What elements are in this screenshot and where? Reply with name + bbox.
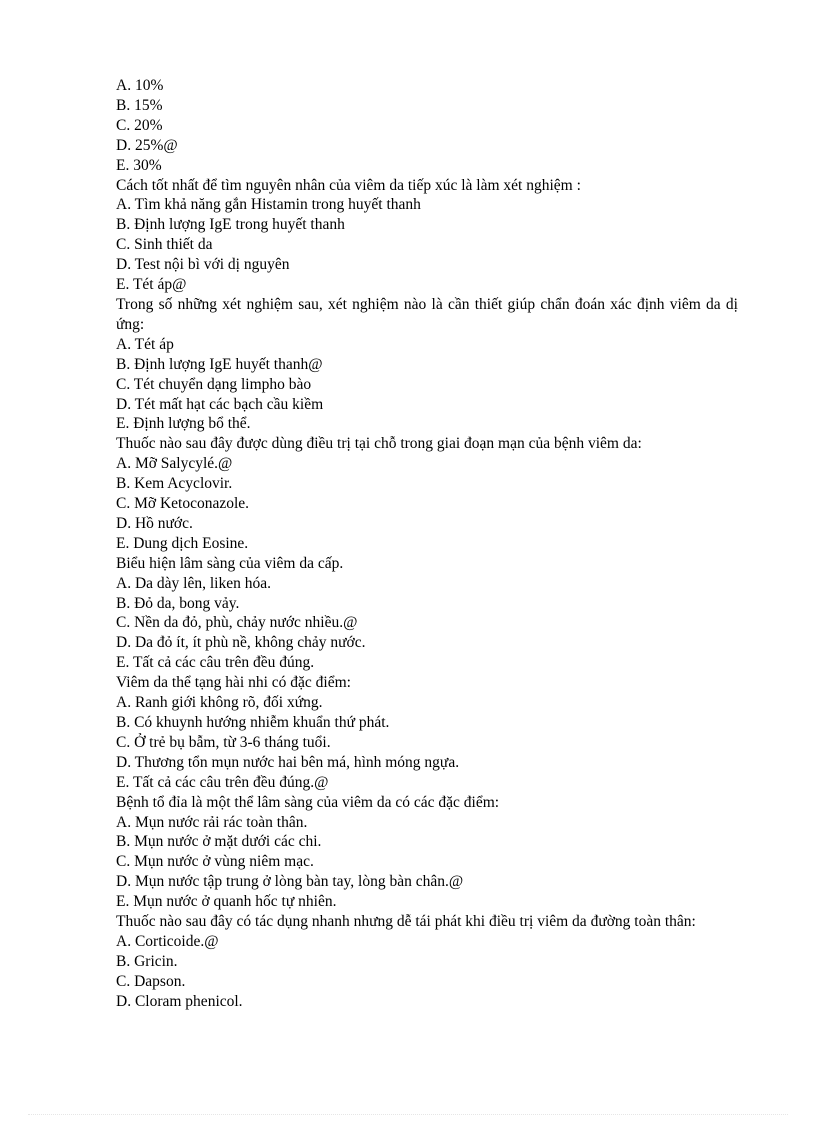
question-text: Thuốc nào sau đây được dùng điều trị tại chỗ trong giai đoạn mạn của bệnh viêm da: — [116, 435, 642, 453]
answer-option: B. Đỏ da, bong vảy. — [116, 594, 240, 612]
answer-option: B. 15% — [116, 96, 163, 114]
answer-option: B. Định lượng IgE trong huyết thanh — [116, 216, 345, 234]
question-text: Thuốc nào sau đây có tác dụng nhanh nhưng dễ tái phát khi điều trị viêm da đường toàn thân: — [116, 913, 696, 931]
answer-option: B. Mụn nước ở mặt dưới các chi. — [116, 833, 322, 851]
answer-option: B. Định lượng IgE huyết thanh@ — [116, 355, 323, 373]
answer-option: D. Test nội bì với dị nguyên — [116, 256, 290, 274]
question-text: Viêm da thể tạng hài nhi có đặc điểm: — [116, 674, 351, 692]
answer-option: D. 25%@ — [116, 136, 178, 154]
answer-option: E. Tất cả các câu trên đều đúng. — [116, 654, 315, 672]
answer-option: E. Mụn nước ở quanh hốc tự nhiên. — [116, 893, 337, 911]
page-bottom-divider — [28, 1114, 788, 1115]
answer-option: D. Hồ nước. — [116, 514, 193, 532]
answer-option: C. Mỡ Ketoconazole. — [116, 495, 250, 513]
answer-option: D. Tét mất hạt các bạch cầu kiềm — [116, 395, 324, 413]
answer-option: A. Tét áp — [116, 335, 174, 353]
answer-option: D. Thương tổn mụn nước hai bên má, hình móng ngựa. — [116, 753, 460, 771]
answer-option: C. Nền da đỏ, phù, chảy nước nhiều.@ — [116, 614, 358, 632]
answer-option: E. Định lượng bổ thể. — [116, 415, 251, 433]
answer-option: B. Gricin. — [116, 952, 178, 970]
answer-option: B. Kem Acyclovir. — [116, 475, 233, 493]
answer-option: A. Da dày lên, liken hóa. — [116, 574, 271, 592]
answer-option: E. 30% — [116, 156, 162, 174]
answer-option: C. 20% — [116, 116, 163, 134]
answer-option: A. Corticoide.@ — [116, 932, 219, 950]
answer-option: D. Da đỏ ít, ít phù nề, không chảy nước. — [116, 634, 366, 652]
answer-option: E. Tất cả các câu trên đều đúng.@ — [116, 773, 329, 791]
answer-option: C. Mụn nước ở vùng niêm mạc. — [116, 853, 314, 871]
answer-option: D. Mụn nước tập trung ở lòng bàn tay, lòng bàn chân.@ — [116, 873, 464, 891]
answer-option: E. Dung dịch Eosine. — [116, 534, 249, 552]
question-text: Cách tốt nhất để tìm nguyên nhân của viêm da tiếp xúc là làm xét nghiệm : — [116, 176, 581, 194]
answer-option: A. Ranh giới không rõ, đối xứng. — [116, 694, 323, 712]
question-text: Trong số những xét nghiệm sau, xét nghiệm nào là cần thiết giúp chẩn đoán xác định viêm da dị ứng: — [116, 295, 738, 333]
answer-option: C. Tét chuyển dạng limpho bào — [116, 375, 312, 393]
answer-option: B. Có khuynh hướng nhiễm khuẩn thứ phát. — [116, 714, 390, 731]
question-text: Biểu hiện lâm sàng của viêm da cấp. — [116, 554, 344, 572]
answer-option: A. Mụn nước rải rác toàn thân. — [116, 813, 308, 831]
question-text: Bệnh tổ đỉa là một thể lâm sàng của viêm da có các đặc điểm: — [116, 793, 500, 811]
answer-option: E. Tét áp@ — [116, 276, 187, 294]
answer-option: A. Tìm khả năng gắn Histamin trong huyết thanh — [116, 196, 421, 214]
answer-option: D. Cloram phenicol. — [116, 992, 243, 1010]
answer-option: C. Sinh thiết da — [116, 236, 213, 254]
answer-option: A. 10% — [116, 77, 164, 94]
answer-option: C. Dapson. — [116, 972, 186, 990]
quiz-content — [116, 76, 738, 1012]
answer-option: C. Ở trẻ bụ bẫm, từ 3-6 tháng tuổi. — [116, 733, 331, 751]
answer-option: A. Mỡ Salycylé.@ — [116, 455, 233, 473]
